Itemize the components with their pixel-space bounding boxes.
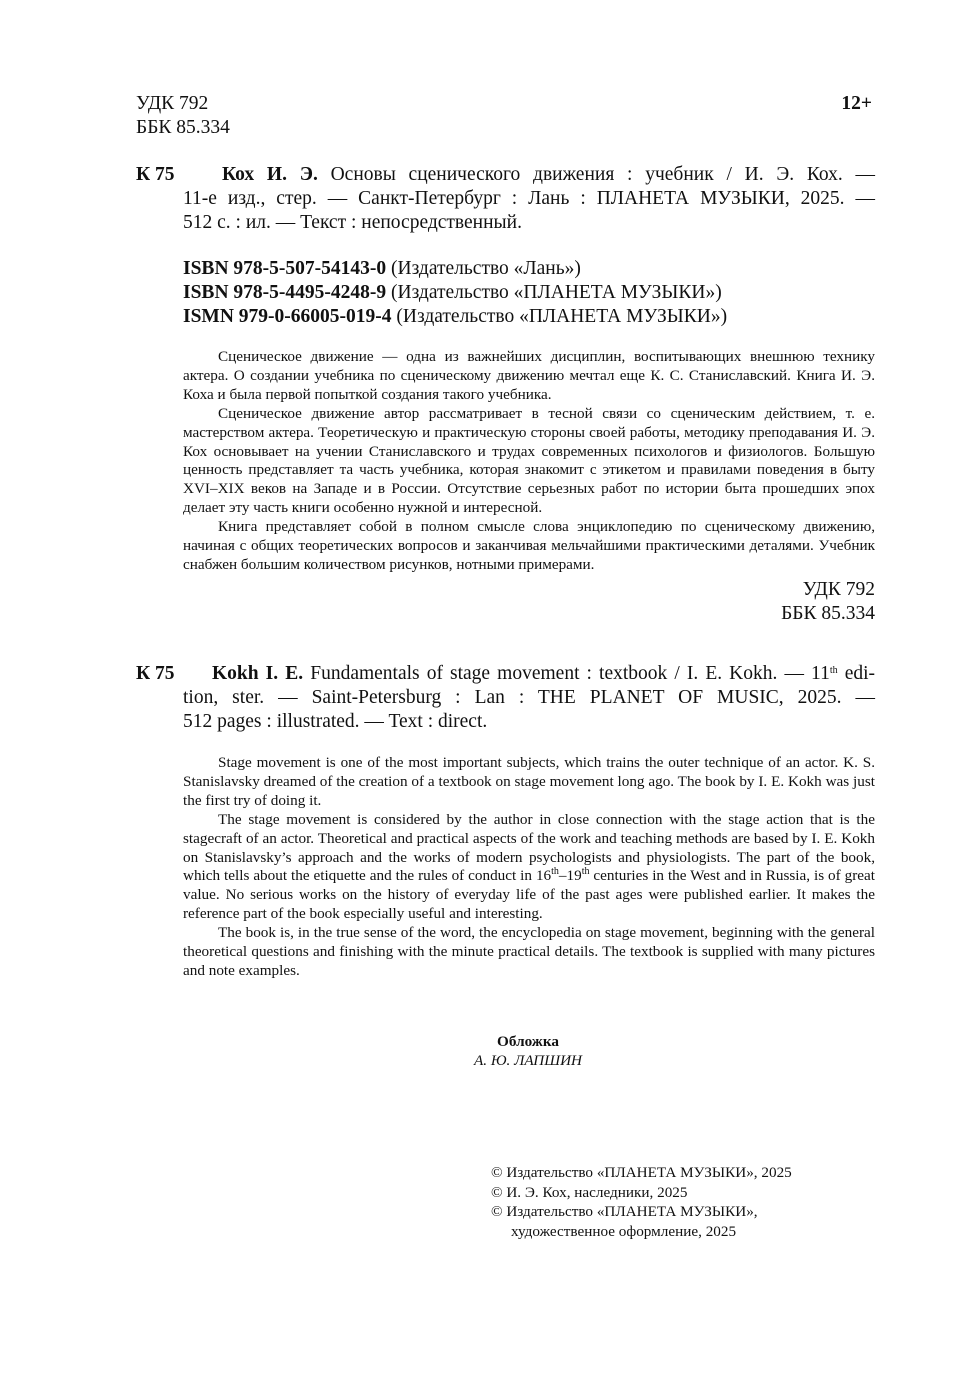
copyright-line: художественное оформление, 2025 <box>511 1222 737 1240</box>
copyright-line: © Издательство «ПЛАНЕТА МУЗЫКИ», <box>491 1203 758 1221</box>
bbk-footer: ББК 85.334 <box>781 603 875 624</box>
abstract-en <box>183 754 875 981</box>
identifier-row: ISBN 978-5-4495-4248-9 (Издательство «ПЛАНЕТА МУЗЫКИ») <box>183 282 722 303</box>
entry-line2-en: tion, ster. — Saint-Petersburg : Lan : THE PLANET OF MUSIC, 2025. — <box>183 687 875 708</box>
cover-credit-label: Обложка <box>497 1033 559 1050</box>
author-mark-ru: К 75 <box>136 164 175 185</box>
copyright-line: © И. Э. Кох, наследники, 2025 <box>491 1183 688 1201</box>
copyright-block <box>491 1163 792 1241</box>
entry-author-ru: Кох И. Э. <box>222 164 318 185</box>
cover-credit-name: А. Ю. ЛАПШИН <box>473 1052 583 1069</box>
entry-line3-en: 512 pages : illustrated. — Text : direct. <box>183 711 488 732</box>
bibliographic-entry-en: Kokh I. E. Fundamentals of stage movement : textbook / I. E. Kokh. — 11th edi- tion, ster. — Saint-Petersburg : Lan : THE PLANET OF MUSIC, 2025. — 512 pages : illustrated. — Text : direct. <box>183 663 876 732</box>
entry-line2-ru: 11-е изд., стер. — Санкт-Петербург : Лань : ПЛАНЕТА МУЗЫКИ, 2025. — <box>183 188 875 209</box>
identifier-block <box>183 257 875 329</box>
udk-header: УДК 792 <box>136 93 209 114</box>
identifier-row: ISMN 979-0-66005-019-4 (Издательство «ПЛАНЕТА МУЗЫКИ») <box>183 306 728 327</box>
copyright-line: © Издательство «ПЛАНЕТА МУЗЫКИ», 2025 <box>491 1164 792 1181</box>
bbk-header: ББК 85.334 <box>136 117 230 138</box>
age-rating: 12+ <box>841 93 872 114</box>
abstract-paragraph: Stage movement is one of the most important subjects, which trains the outer technique of an actor. K. S. Stanislavsky dreamed of the creation of a textbook on stage movement long ago. The book by I. E. Kokh was just the first try of doing it. <box>183 754 875 809</box>
udk-footer: УДК 792 <box>802 579 875 600</box>
entry-title-ru: Основы сценического движения : учебник / И. Э. Кох. — <box>330 164 875 185</box>
abstract-paragraph: Сценическое движение автор рассматривает в тесной связи со сценическим действием, т. е. мастерством актера. Теоретическую и практическую стороны своей работы, методику преподавания И. Э. Кох основывает на учении Станиславского и трудах современных психологов и физиологов. Большую ценность представляет та часть учебника, которая знакомит с этикетом и правилами поведения в быту XVI–XIX веков на Западе и в России. Отсутствие серьезных работ по истории быта прошедших эпох делает эту часть книги особенно нужной и интересной. <box>183 404 875 517</box>
entry-title-en: Fundamentals of stage movement : textbook / I. E. Kokh. — 11 <box>310 663 830 684</box>
abstract-paragraph: The book is, in the true sense of the word, the encyclopedia on stage movement, beginning with the general theoretical questions and finishing with the minute practical details. The textbook is supplied with many pictures and note examples. <box>183 924 875 979</box>
bibliographic-entry-ru <box>183 163 875 235</box>
entry-author-en: Kokh I. E. <box>212 663 304 684</box>
author-mark-en: К 75 <box>136 663 175 684</box>
abstract-paragraph: Книга представляет собой в полном смысле слова энциклопедию по сценическому движению, начиная с общих теоретических вопросов и заканчивая мельчайшими практическими деталями. Учебник снабжен большим количеством рисунков, нотными примерами. <box>183 518 875 573</box>
abstract-paragraph: Сценическое движение — одна из важнейших дисциплин, воспитывающих внешнюю технику актера. О создании учебника по сценическому движению мечтал еще К. С. Станиславский. Книга И. Э. Коха и была первой попыткой создания такого учебника. <box>183 348 875 403</box>
identifier-row: ISBN 978-5-507-54143-0 (Издательство «Лань») <box>183 258 581 279</box>
abstract-paragraph: The stage movement is considered by the author in close connection with the stage action that is the stagecraft of an actor. Theoretical and practical aspects of the work and teaching methods are based by I. E. Kokh on Stanislavsky’s approach and the works of modern psychologists and physiologists. The part of the book, which tells about the etiquette and the rules of conduct in 16th–19th centuries in the West and in Russia, is of great value. No serious works on the history of everyday life of the past ages were published earlier. It makes the reference part of the book especially useful and interesting. <box>183 810 876 923</box>
abstract-ru <box>183 348 875 575</box>
entry-line3-ru: 512 с. : ил. — Текст : непосредственный. <box>183 212 522 233</box>
